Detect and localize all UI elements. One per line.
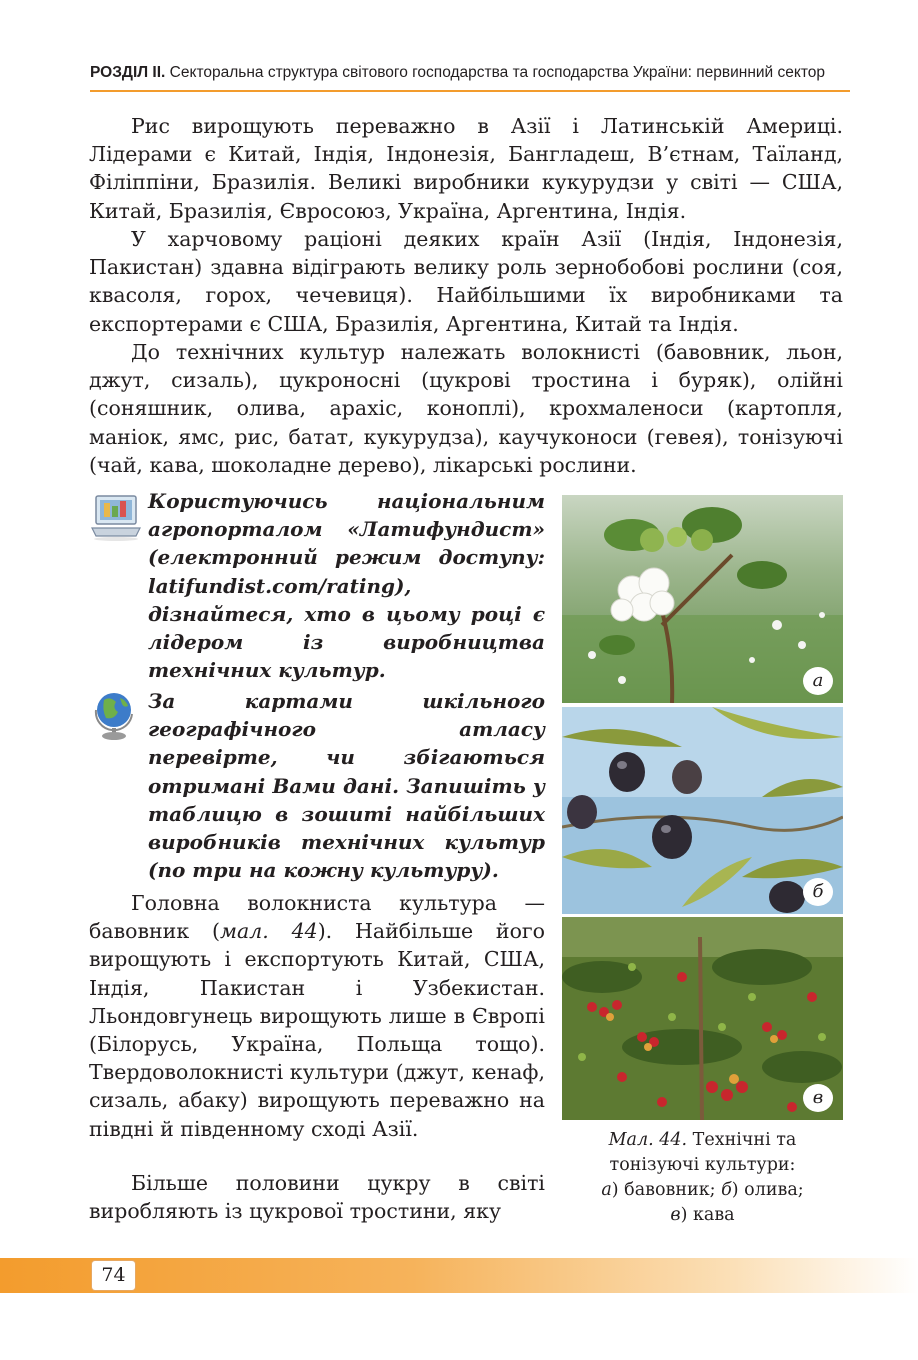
- task-latifundist: Користуючись національним агропорталом «Латифундист» (електронний режим доступу: latifundist.com/rating), дізнайтеся, хто в цьому році є лідером із виробництва технічних культур.: [148, 489, 545, 683]
- photo-coffee: [562, 917, 843, 1120]
- paragraph-cotton-part2: ). Найбільше його вирощують і експортують Китай, США, Індія, Пакистан і Узбекистан. Льондовгунець вирощують лише в Європі (Білорусь, Україна, Польща тощо). Твердоволокнисті культури (джут, кенаф, сизаль, абаку) вирощують переважно на півдні й південному сході Азії.: [89, 919, 545, 1141]
- globe-icon: [92, 690, 138, 742]
- caption-b-letter: б: [721, 1180, 732, 1200]
- paragraph-rice: Рис вирощують переважно в Азії і Латинській Америці. Лідерами є Китай, Індія, Індонезія, Бангладеш, В’єтнам, Таїланд, Філіппіни, Бразилія. Великі виробники кукурудзи у світі — США, Китай, Бразилія, Євросоюз, Україна, Аргентина, Індія.: [89, 114, 843, 223]
- header-title: Секторальна структура світового господарства та господарства України: первинний сектор: [169, 64, 826, 81]
- task-atlas: За картами шкільного географічного атласу перевірте, чи збігаються отримані Вами дані. Запишіть у таблицю в зошиті найбільших виробників технічних культур (по три на кожну культуру).: [148, 689, 545, 883]
- computer-icon: [90, 492, 142, 542]
- caption-a-text: ) бавовник;: [611, 1180, 722, 1200]
- caption-line-3: [562, 1203, 843, 1228]
- footer-bar: [0, 1258, 918, 1293]
- photo-cotton: [562, 495, 843, 703]
- figure-caption: [562, 1128, 843, 1228]
- caption-c-letter: в: [670, 1205, 681, 1225]
- caption-title: Технічні та тонізуючі культури:: [609, 1130, 797, 1175]
- paragraph-cotton-part1: Головна волокниста культура — бавовник (: [89, 891, 545, 944]
- running-header: [90, 64, 838, 82]
- header-rule: [90, 90, 850, 92]
- paragraph-legumes: У харчовому раціоні деяких країн Азії (Індія, Індонезія, Пакистан) здавна відіграють велику роль зернобобові рослини (соя, квасоля, горох, чечевиця). Найбільшими їх виробниками та експортерами є США, Бразилія, Аргентина, Китай та Індія.: [89, 227, 843, 336]
- paragraph-cotton: [89, 889, 545, 1143]
- paragraph-sugar: Більше половини цукру в світі виробляють із цукрової тростини, яку: [89, 1171, 545, 1224]
- page-number: 74: [91, 1260, 136, 1291]
- caption-c-text: ) кава: [680, 1205, 735, 1225]
- caption-b-text: ) олива;: [731, 1180, 804, 1200]
- paragraph-technical-crops: До технічних культур належать волокнисті (бавовник, льон, джут, сизаль), цукроносні (цукрові тростина і буряк), олійні (соняшник, олива, арахіс, коноплі), крохмаленоси (картопля, маніок, ямс, рис, батат, кукурудза), каучуконоси (гевея), тонізуючі (чай, кава, шоколадне дерево), лікарські рослини.: [89, 340, 843, 477]
- photo-olive: [562, 707, 843, 914]
- header-section: РОЗДІЛ ІІ.: [90, 64, 166, 81]
- figure-reference: мал. 44: [219, 919, 318, 944]
- caption-a-letter: а: [601, 1180, 612, 1200]
- label-a: а: [803, 667, 833, 695]
- caption-line-2: [562, 1178, 843, 1203]
- label-c: в: [803, 1084, 833, 1112]
- label-b: б: [803, 878, 833, 906]
- caption-figure-ref: Мал. 44.: [608, 1130, 688, 1150]
- caption-line-1: [562, 1128, 843, 1178]
